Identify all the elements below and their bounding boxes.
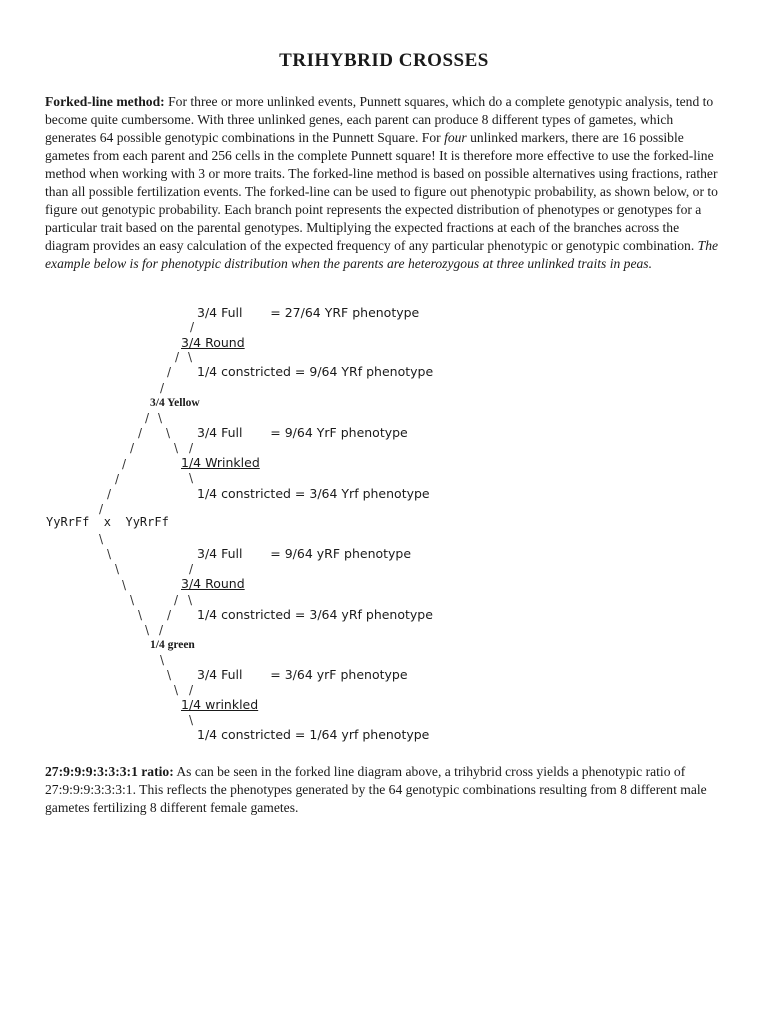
outcome-yrf-constricted-3: 1/4 constricted = 3/64 yRf phenotype	[197, 607, 433, 622]
conclusion-heading: 27:9:9:9:3:3:3:1 ratio:	[45, 764, 174, 779]
backslash-mark: \	[189, 471, 194, 485]
backslash-mark: \	[107, 547, 112, 561]
outcome-yrf-full-3: 3/4 Full = 9/64 yRF phenotype	[197, 546, 412, 561]
backslash-mark: \	[130, 593, 135, 607]
branch-green: 1/4 green	[150, 639, 195, 651]
conclusion-paragraph	[45, 763, 723, 817]
branch-yellow: 3/4 Yellow	[150, 397, 200, 409]
slash-mark: /	[138, 426, 143, 440]
backslash-mark: \	[99, 532, 104, 546]
backslash-mark: \	[166, 426, 171, 440]
slash-mark: /	[189, 683, 194, 697]
intro-paragraph	[45, 93, 723, 273]
intro-italic-text: The example below is for phenotypic distribution when the parents are heterozygous at three unlinked traits in peas.	[45, 238, 719, 271]
intro-text-2: unlinked markers, there are 16 possible gametes from each parent and 256 cells in the complete Punnett square! It is therefore more effective to use the forked-line method when working with 3 or more traits. The forked-line method is based on possible alternatives using fractions, rather than all possible fertilization events. The forked-line can be used to figure out phenotypic probability, as shown below, or to figure out genotypic probability. Each branch point represents the expected distribution of phenotypes or genotypes for a particular trait based on the parental genotypes. Multiplying the expected fractions at each of the branches across the diagram provides an easy calculation of the expected frequency of any particular phenotypic or genotypic combination.	[45, 130, 718, 253]
backslash-mark: \	[174, 441, 179, 455]
intro-text-1: For three or more unlinked events, Punnett squares, which do a complete genotypic analysis, tend to become quite cumbersome. With three unlinked genes, each parent can produce 8 different types of gametes, which generates 64 possible genotypic combinations in the Punnett Square. For	[45, 94, 714, 145]
slash-mark: /	[122, 457, 127, 471]
backslash-mark: \	[188, 593, 193, 607]
outcome-yrf-full-4: 3/4 Full = 3/64 yrF phenotype	[197, 667, 408, 682]
slash-mark: /	[167, 365, 172, 379]
slash-mark: /	[175, 350, 180, 364]
backslash-mark: \	[122, 578, 127, 592]
slash-mark: /	[107, 487, 112, 501]
intro-emphasis: four	[444, 130, 467, 145]
slash-mark: /	[159, 623, 164, 637]
slash-mark: /	[145, 411, 150, 425]
backslash-mark: \	[158, 411, 163, 425]
outcome-yrf-constricted-2: 1/4 constricted = 3/64 Yrf phenotype	[197, 486, 430, 501]
backslash-mark: \	[189, 713, 194, 727]
branch-yellow-wrinkled: 1/4 Wrinkled	[181, 455, 260, 470]
slash-mark: /	[167, 608, 172, 622]
backslash-mark: \	[188, 350, 193, 364]
branch-green-round: 3/4 Round	[181, 576, 245, 591]
branch-green-wrinkled: 1/4 wrinkled	[181, 697, 259, 712]
backslash-mark: \	[145, 623, 150, 637]
backslash-mark: \	[167, 668, 172, 682]
parental-cross: YyRrFf x YyRrFf	[46, 515, 169, 529]
outcome-yrf-constricted: 1/4 constricted = 9/64 YRf phenotype	[197, 364, 434, 379]
intro-heading: Forked-line method:	[45, 94, 165, 109]
slash-mark: /	[190, 320, 195, 334]
slash-mark: /	[99, 502, 104, 516]
backslash-mark: \	[115, 562, 120, 576]
backslash-mark: \	[138, 608, 143, 622]
outcome-yrf-constricted-4: 1/4 constricted = 1/64 yrf phenotype	[197, 727, 430, 742]
outcome-yrf-full-2: 3/4 Full = 9/64 YrF phenotype	[197, 425, 408, 440]
conclusion-text: As can be seen in the forked line diagram above, a trihybrid cross yields a phenotypic ratio of 27:9:9:9:3:3:3:1. This reflects the phenotypes generated by the 64 genotypic combinations resulting from 8 different male gametes fertilizing 8 different female gametes.	[45, 764, 707, 815]
outcome-yrf-full: 3/4 Full = 27/64 YRF phenotype	[197, 305, 420, 320]
slash-mark: /	[189, 562, 194, 576]
slash-mark: /	[115, 472, 120, 486]
backslash-mark: \	[174, 683, 179, 697]
slash-mark: /	[160, 381, 165, 395]
branch-yellow-round: 3/4 Round	[181, 335, 245, 350]
slash-mark: /	[130, 441, 135, 455]
slash-mark: /	[189, 441, 194, 455]
page-title: TRIHYBRID CROSSES	[279, 50, 489, 71]
backslash-mark: \	[160, 653, 165, 667]
slash-mark: /	[174, 593, 179, 607]
